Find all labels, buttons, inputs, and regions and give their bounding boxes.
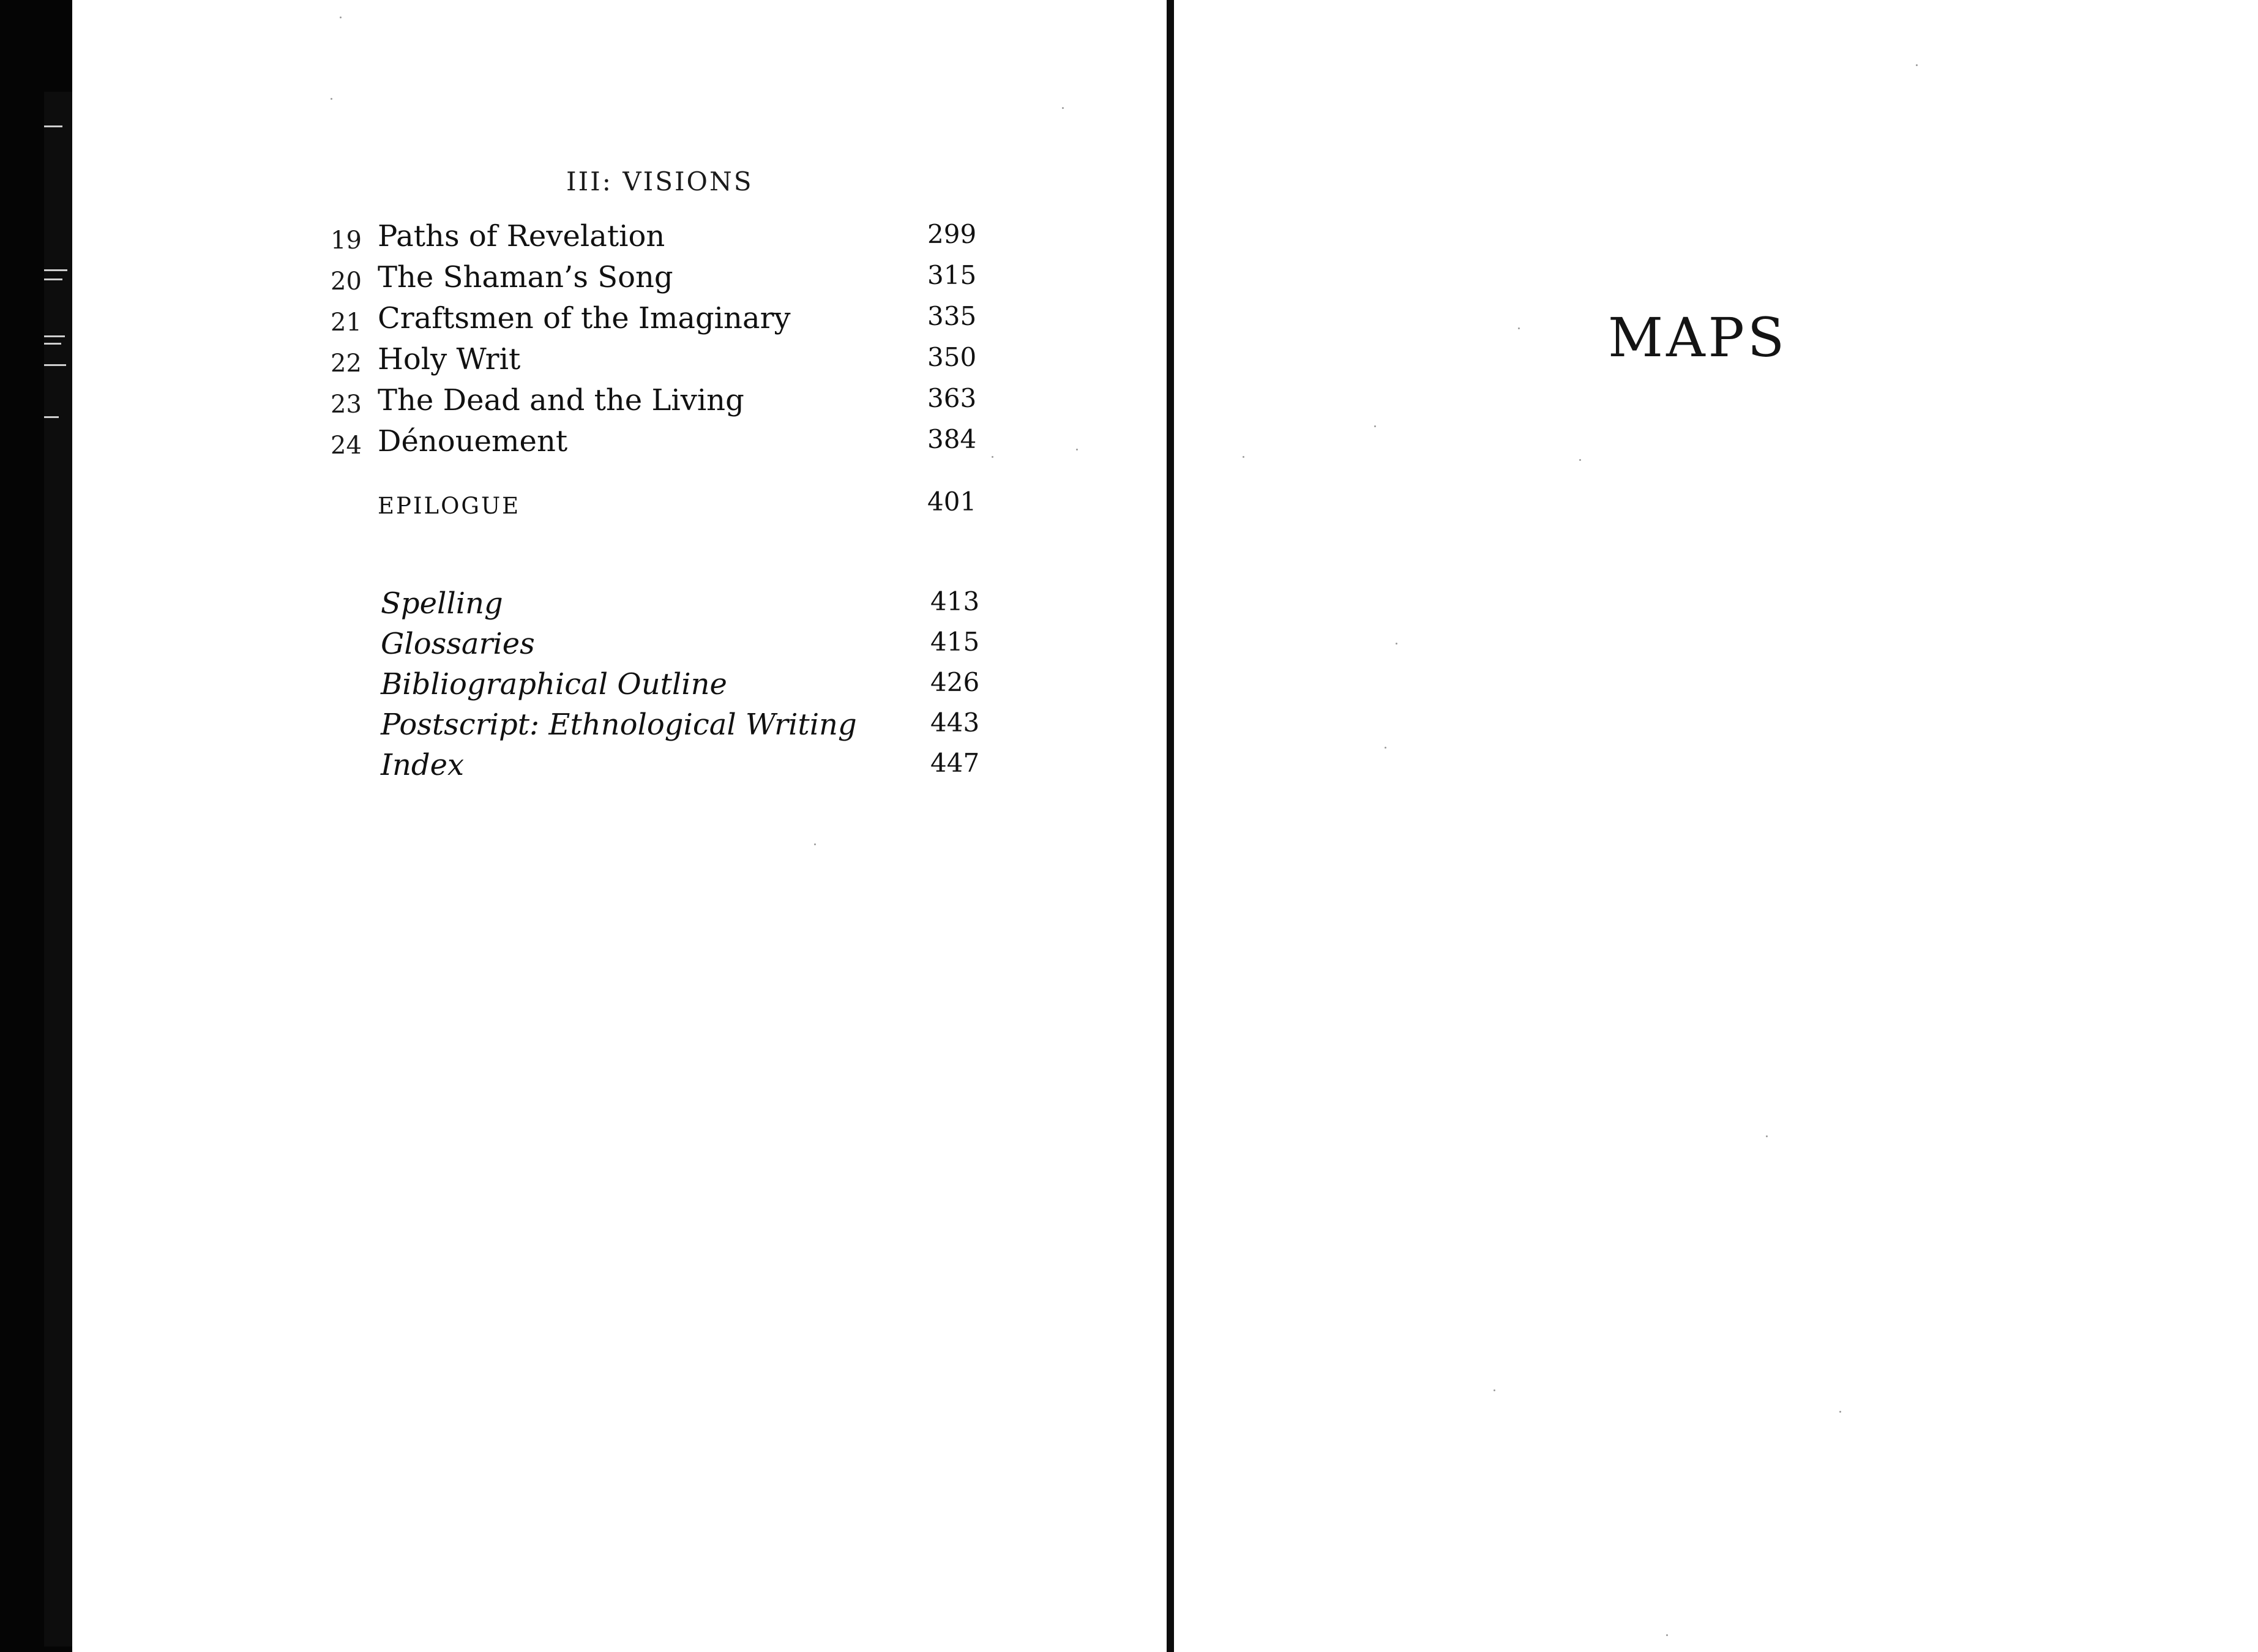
scan-speck xyxy=(331,98,332,100)
chapter-title: The Shaman’s Song xyxy=(378,260,673,294)
epilogue-page-number: 401 xyxy=(927,487,977,517)
toc-chapter-row xyxy=(331,383,977,420)
chapter-number: 20 xyxy=(331,267,362,296)
page-gutter xyxy=(1167,0,1174,1652)
right-page xyxy=(1174,0,2258,1652)
back-matter-page-number: 443 xyxy=(930,708,980,738)
part-heading: III: VISIONS xyxy=(566,166,753,196)
chapter-page-number: 363 xyxy=(927,383,977,413)
chapter-title: Dénouement xyxy=(378,424,568,458)
back-matter-page-number: 447 xyxy=(930,748,980,778)
toc-chapter-row xyxy=(331,219,977,256)
toc-chapter-row xyxy=(331,342,977,379)
scan-speck xyxy=(1396,643,1397,645)
chapter-page-number: 315 xyxy=(927,260,977,290)
scan-speck xyxy=(814,843,816,845)
chapter-title: Paths of Revelation xyxy=(378,219,665,253)
scan-speck xyxy=(1062,107,1064,109)
toc-chapter-row xyxy=(331,301,977,338)
scan-speck xyxy=(1076,449,1078,450)
scan-speck xyxy=(1518,327,1520,329)
toc-back-matter-row xyxy=(331,627,980,663)
back-matter-page-number: 413 xyxy=(930,586,980,616)
scan-speck xyxy=(992,456,993,458)
scan-speck xyxy=(1243,456,1244,458)
scan-speck xyxy=(1666,1634,1668,1636)
toc-chapter-row xyxy=(331,260,977,297)
back-matter-title: Spelling xyxy=(381,586,503,621)
chapter-title: Craftsmen of the Imaginary xyxy=(378,301,791,335)
back-matter-title: Glossaries xyxy=(381,627,535,661)
epilogue-title: EPILOGUE xyxy=(378,493,521,519)
back-matter-page-number: 415 xyxy=(930,627,980,657)
scan-speck xyxy=(1579,459,1581,461)
chapter-page-number: 299 xyxy=(927,219,977,249)
maps-heading: MAPS xyxy=(1608,306,1788,369)
scanner-edge-inner xyxy=(44,92,74,1646)
back-matter-title: Bibliographical Outline xyxy=(381,667,727,701)
scan-speck xyxy=(1374,425,1376,427)
chapter-page-number: 335 xyxy=(927,301,977,331)
toc-chapter-row xyxy=(331,424,977,461)
chapter-number: 23 xyxy=(331,391,362,419)
back-matter-title: Postscript: Ethnological Writing xyxy=(381,708,857,742)
scanner-edge xyxy=(0,0,72,1652)
chapter-page-number: 384 xyxy=(927,424,977,454)
chapter-number: 24 xyxy=(331,432,362,460)
chapter-title: The Dead and the Living xyxy=(378,383,744,417)
scan-speck xyxy=(340,17,342,18)
scan-speck xyxy=(1916,64,1918,66)
back-matter-title: Index xyxy=(381,748,465,782)
scan-speck xyxy=(1493,1389,1495,1391)
toc-epilogue-row xyxy=(331,487,977,523)
scan-speck xyxy=(1839,1411,1841,1413)
chapter-number: 19 xyxy=(331,226,362,255)
toc-back-matter-row xyxy=(331,667,980,704)
back-matter-page-number: 426 xyxy=(930,667,980,697)
toc-back-matter-row xyxy=(331,586,980,623)
toc-back-matter-row xyxy=(331,708,980,744)
chapter-title: Holy Writ xyxy=(378,342,521,376)
chapter-number: 21 xyxy=(331,308,362,337)
toc-back-matter-row xyxy=(331,748,980,785)
chapter-page-number: 350 xyxy=(927,342,977,372)
scan-speck xyxy=(1385,747,1386,749)
chapter-number: 22 xyxy=(331,349,362,378)
scan-speck xyxy=(1766,1135,1768,1137)
